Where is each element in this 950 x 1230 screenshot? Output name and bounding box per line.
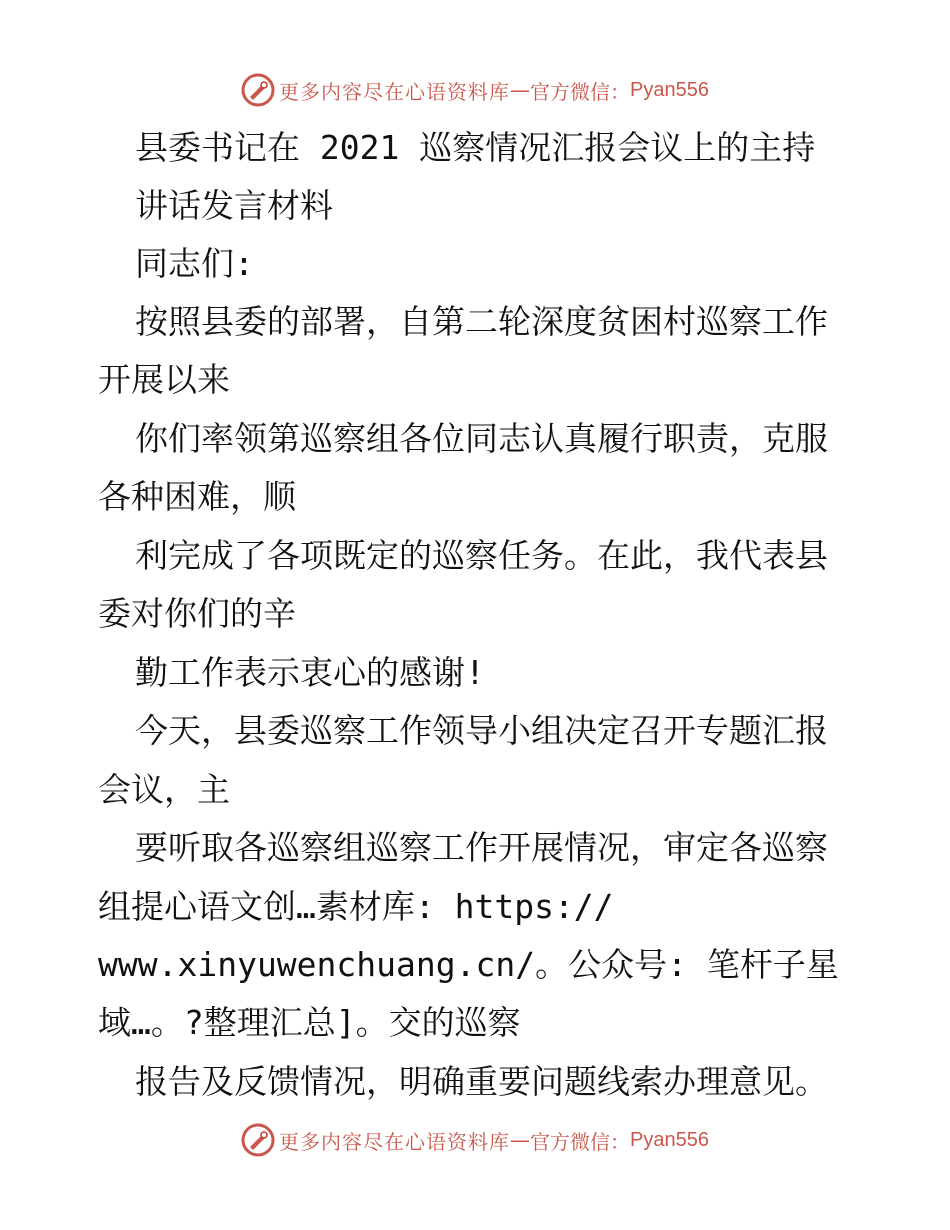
- header-watermark: [0, 70, 950, 110]
- title-line-1: 县委书记在 2021 巡察情况汇报会议上的主持: [135, 128, 816, 167]
- salutation: 同志们:: [135, 244, 254, 283]
- body-line: 报告及反馈情况，明确重要问题线索办理意见。: [135, 1062, 828, 1101]
- watermark-wechat-id: Pyan556: [630, 1128, 709, 1151]
- body-line: 按照县委的部署，自第二轮深度贫困村巡察工作: [135, 302, 828, 341]
- body-line: 勤工作表示衷心的感谢!: [135, 653, 485, 692]
- body-line: 今天，县委巡察工作领导小组决定召开专题汇报: [135, 711, 828, 750]
- pen-logo-icon: [241, 1123, 275, 1157]
- watermark-main-text: 更多内容尽在心语资料库: [279, 79, 511, 104]
- watermark-wechat-label: 官方微信：: [530, 79, 631, 104]
- watermark-wechat-label: 官方微信：: [530, 1129, 631, 1154]
- body-line: 你们率领第巡察组各位同志认真履行职责，克服: [135, 419, 828, 458]
- body-line: 利完成了各项既定的巡察任务。在此，我代表县: [135, 536, 828, 575]
- body-line: 域…。?整理汇总]。交的巡察: [98, 1003, 521, 1042]
- body-line: 委对你们的辛: [98, 594, 296, 633]
- body-line: www.xinyuwenchuang.cn/。公众号: 笔杆子星: [98, 945, 839, 984]
- watermark-separator: —: [510, 78, 531, 102]
- watermark-wechat-id: Pyan556: [630, 78, 709, 101]
- watermark-separator: —: [510, 1128, 531, 1152]
- title-line-2: 讲话发言材料: [135, 186, 333, 225]
- body-line: 开展以来: [98, 360, 230, 399]
- body-line: 会议，主: [98, 770, 230, 809]
- pen-logo-icon: [241, 73, 275, 107]
- body-line: 组提心语文创…素材库: https://: [98, 887, 614, 926]
- watermark-main-text: 更多内容尽在心语资料库: [279, 1129, 511, 1154]
- body-line: 各种困难，顺: [98, 477, 296, 516]
- footer-watermark: [0, 1120, 950, 1160]
- body-line: 要听取各巡察组巡察工作开展情况，审定各巡察: [135, 828, 828, 867]
